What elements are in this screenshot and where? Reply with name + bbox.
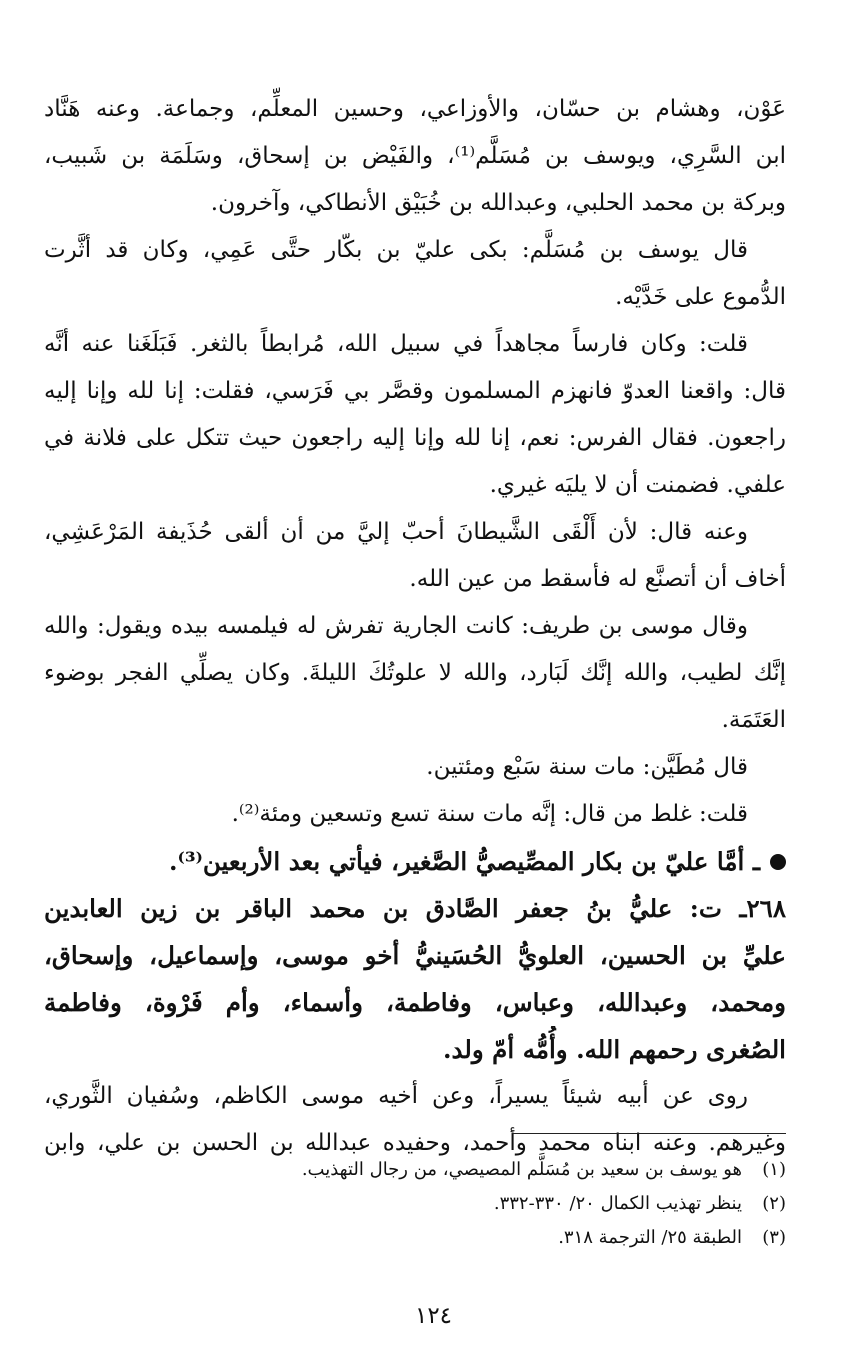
footnote-text: هو يوسف بن سعيد بن مُسَلَّم المصيصي، من رجال التهذيب. — [301, 1159, 742, 1180]
text-line: وغيرهم. وعنه ابناه محمد وأحمد، وحفيده عبدالله بن الحسن بن علي، وابن — [44, 1130, 786, 1156]
footnote — [86, 1153, 786, 1187]
text-line: علفي. فضمنت أن لا يليَه غيري. — [489, 472, 786, 498]
entry-heading-line: ومحمد، وعبدالله، وعباس، وفاطمة، وأسماء، وأم فَرْوة، وفاطمة — [44, 988, 786, 1017]
footnote-number: (٣) — [762, 1227, 786, 1248]
entry-heading-line: ٢٦٨ـ ت: عليُّ بنُ جعفر الصَّادق بن محمد الباقر بن زين العابدين — [44, 894, 786, 923]
bullet-icon — [770, 854, 786, 870]
footnote — [86, 1221, 786, 1255]
note-text: ـ أمَّا عليّ بن بكار المصِّيصيُّ الصَّغير، فيأتي بعد الأربعين⁽³⁾. — [169, 847, 760, 876]
text-line: وقال موسى بن طريف: كانت الجارية تفرش له فيلمسه بيده ويقول: والله — [44, 613, 748, 639]
text-line: قال يوسف بن مُسَلَّم: بكى عليّ بن بكّار حتَّى عَمِي، وكان قد أثَّرت — [44, 237, 748, 263]
main-text — [44, 86, 786, 1167]
footnotes — [86, 1153, 786, 1255]
text-line: وبركة بن محمد الحلبي، وعبدالله بن خُبَيْق الأنطاكي، وآخرون. — [210, 190, 786, 216]
text-line: قال مُطَيَّن: مات سنة سَبْع ومئتين. — [426, 754, 748, 780]
text-line: الدُّموع على خَدَّيْه. — [615, 284, 786, 310]
text-line: إنَّك لطيب، والله إنَّك لَبَارد، والله لا علوتُكَ الليلةَ. وكان يصلِّي الفجر بوضوء — [44, 660, 786, 686]
text-line: راجعون. فقال الفرس: نعم، إنا لله وإنا إليه راجعون حيث تتكل على فلانة في — [44, 425, 786, 451]
text-line: قلت: غلط من قال: إنَّه مات سنة تسع وتسعين ومئة⁽²⁾. — [231, 801, 748, 827]
text-line: وعنه قال: لأن أَلْقَى الشَّيطانَ أحبّ إليَّ من أن ألقى حُذَيفة المَرْعَشِي، — [44, 519, 748, 545]
text-line: قال: واقعنا العدوّ فانهزم المسلمون وقصَّر بي فَرَسي، فقلت: إنا لله وإنا إليه — [44, 378, 786, 404]
text-line: عَوْن، وهشام بن حسّان، والأوزاعي، وحسين المعلِّم، وجماعة. وعنه هَنَّاد — [44, 96, 786, 122]
page-number: ١٢٤ — [414, 1303, 453, 1329]
text-line: أخاف أن أتصنَّع له فأسقط من عين الله. — [409, 566, 786, 592]
footnote-number: (٢) — [762, 1193, 786, 1214]
text-line: قلت: وكان فارساً مجاهداً في سبيل الله، مُرابطاً بالثغر. فَبَلَغَنا عنه أنَّه — [44, 331, 748, 357]
text-line: ابن السَّرِي، ويوسف بن مُسَلَّم⁽¹⁾، والفَيْض بن إسحاق، وسَلَمَة بن شَبيب، — [44, 143, 786, 169]
footnote — [86, 1187, 786, 1221]
footnote-number: (١) — [762, 1159, 786, 1180]
footnote-text: ينظر تهذيب الكمال ٢٠/ ٣٣٠-٣٣٢. — [493, 1193, 742, 1214]
cross-reference-note — [44, 838, 786, 885]
footnote-separator — [512, 1133, 786, 1134]
footnote-text: الطبقة ٢٥/ الترجمة ٣١٨. — [558, 1227, 742, 1248]
text-line: روى عن أبيه شيئاً يسيراً، وعن أخيه موسى الكاظم، وسُفيان الثَّوري، — [44, 1083, 748, 1109]
entry-heading-line: عليِّ بن الحسين، العلويُّ الحُسَينيُّ أخو موسى، وإسماعيل، وإسحاق، — [44, 941, 786, 970]
entry-heading-line: الصُغرى رحمهم الله. وأُمُّه أمّ ولد. — [442, 1035, 786, 1064]
text-line: العَتَمَة. — [721, 707, 786, 733]
